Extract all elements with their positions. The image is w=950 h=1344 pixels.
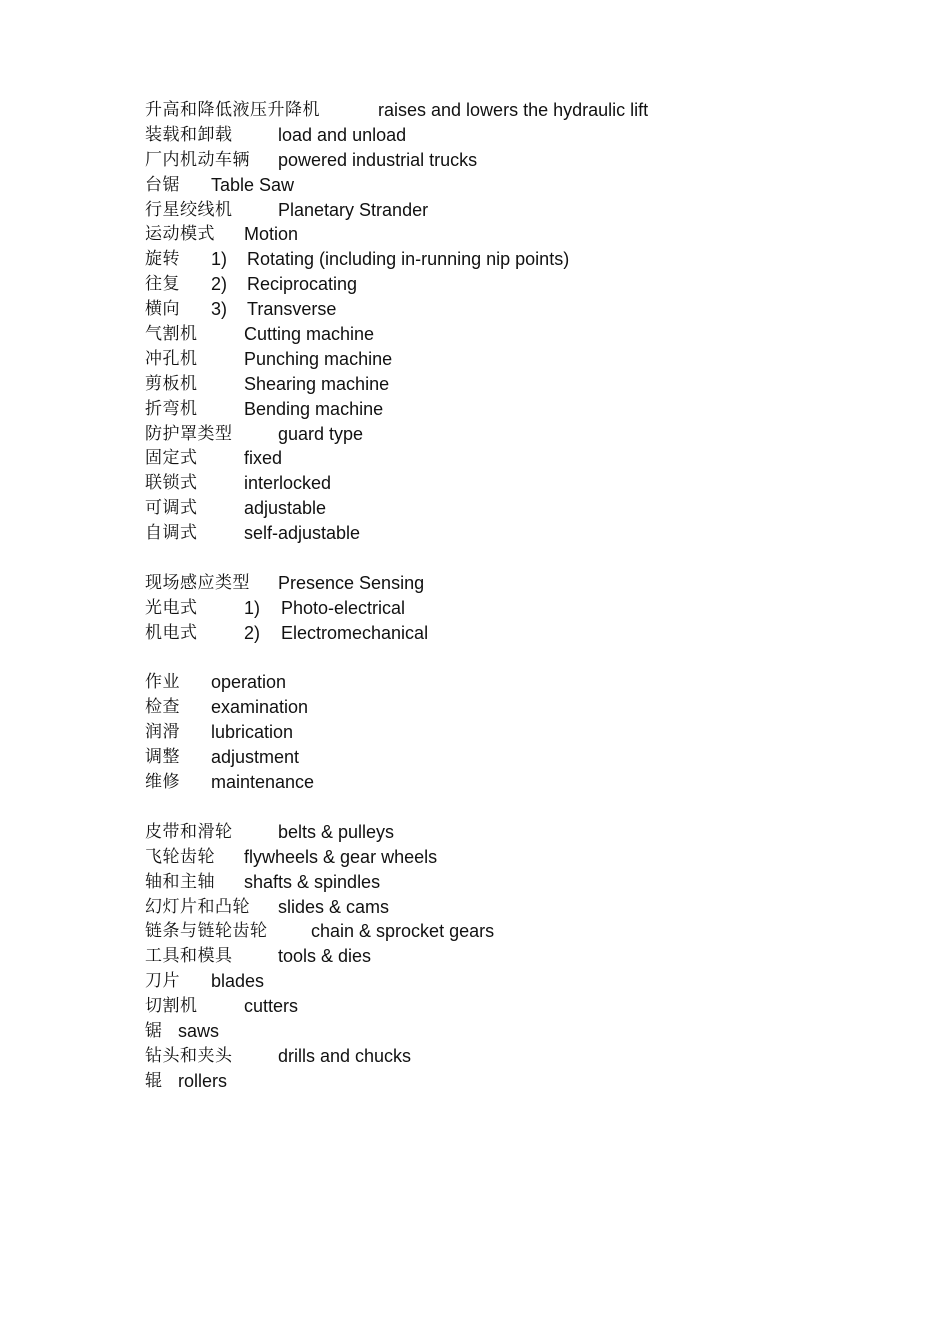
term-chinese: 切割机 <box>145 996 198 1017</box>
term-english: flywheels & gear wheels <box>244 846 438 867</box>
term-english: maintenance <box>211 772 315 793</box>
term-chinese: 装载和卸载 <box>145 124 233 145</box>
term-chinese: 检查 <box>145 697 180 718</box>
term-chinese: 辊 <box>145 1070 163 1091</box>
term-chinese: 厂内机动车辆 <box>145 149 250 170</box>
term-chinese: 自调式 <box>145 523 198 544</box>
term-english: raises and lowers the hydraulic lift <box>378 100 649 120</box>
term-chinese: 联锁式 <box>145 473 198 494</box>
term-english: load and unload <box>278 124 407 145</box>
item-number: 2) <box>244 622 261 643</box>
term-english: Reciprocating <box>247 274 358 295</box>
term-chinese: 行星绞线机 <box>145 199 233 220</box>
item-number: 1) <box>211 249 228 270</box>
item-number: 1) <box>244 597 261 618</box>
term-english: lubrication <box>211 722 294 743</box>
term-chinese: 现场感应类型 <box>145 572 250 593</box>
term-chinese: 钻头和夹头 <box>145 1045 233 1066</box>
term-english: cutters <box>244 996 299 1017</box>
term-english: Electromechanical <box>281 622 429 643</box>
term-chinese: 链条与链轮齿轮 <box>145 921 268 942</box>
term-english: blades <box>211 971 265 992</box>
term-chinese: 可调式 <box>145 498 198 519</box>
item-number: 3) <box>211 299 228 320</box>
term-chinese: 防护罩类型 <box>145 423 233 444</box>
term-english: slides & cams <box>278 896 390 917</box>
term-english: powered industrial trucks <box>278 149 478 170</box>
term-chinese: 运动模式 <box>145 224 215 245</box>
term-chinese: 皮带和滑轮 <box>145 821 233 842</box>
term-english: Photo-electrical <box>281 597 406 618</box>
term-chinese: 升高和降低液压升降机 <box>145 100 320 120</box>
term-chinese: 幻灯片和凸轮 <box>145 896 250 917</box>
term-english: examination <box>211 697 309 718</box>
term-english: Table Saw <box>211 174 295 195</box>
term-english: guard type <box>278 423 364 444</box>
term-english: Motion <box>244 224 299 245</box>
term-chinese: 刀片 <box>145 971 180 992</box>
term-english: saws <box>178 1020 220 1041</box>
term-chinese: 轴和主轴 <box>145 871 215 892</box>
term-english: drills and chucks <box>278 1045 412 1066</box>
term-english: Transverse <box>247 299 337 320</box>
term-english: adjustable <box>244 498 327 519</box>
term-chinese: 台锯 <box>145 174 180 195</box>
term-english: fixed <box>244 448 283 469</box>
item-number: 2) <box>211 274 228 295</box>
term-english: operation <box>211 672 287 693</box>
term-english: Rotating (including in-running nip points) <box>247 249 570 270</box>
term-chinese: 工具和模具 <box>145 946 233 967</box>
term-chinese: 润滑 <box>145 722 180 743</box>
term-english: interlocked <box>244 473 332 494</box>
term-chinese: 机电式 <box>145 622 198 643</box>
term-english: belts & pulleys <box>278 821 395 842</box>
term-english: Presence Sensing <box>278 572 425 593</box>
term-chinese: 飞轮齿轮 <box>145 846 215 867</box>
term-english: shafts & spindles <box>244 871 381 892</box>
term-chinese: 调整 <box>145 747 180 768</box>
term-english: chain & sprocket gears <box>311 921 495 942</box>
term-english: adjustment <box>211 747 300 768</box>
term-chinese: 冲孔机 <box>145 348 198 369</box>
term-chinese: 光电式 <box>145 597 198 618</box>
term-chinese: 气割机 <box>145 324 198 345</box>
term-chinese: 作业 <box>145 672 180 693</box>
term-chinese: 锯 <box>145 1020 163 1041</box>
term-chinese: 剪板机 <box>145 373 198 394</box>
term-chinese: 旋转 <box>145 249 180 270</box>
term-english: rollers <box>178 1070 228 1091</box>
term-english: Cutting machine <box>244 324 375 345</box>
term-english: self-adjustable <box>244 523 361 544</box>
term-chinese: 横向 <box>145 299 180 320</box>
term-chinese: 折弯机 <box>145 398 198 419</box>
term-chinese: 往复 <box>145 274 180 295</box>
term-english: Punching machine <box>244 348 393 369</box>
term-english: Planetary Strander <box>278 199 429 220</box>
term-english: Bending machine <box>244 398 384 419</box>
term-english: Shearing machine <box>244 373 390 394</box>
term-chinese: 固定式 <box>145 448 198 469</box>
term-chinese: 维修 <box>145 772 180 793</box>
term-english: tools & dies <box>278 946 372 967</box>
